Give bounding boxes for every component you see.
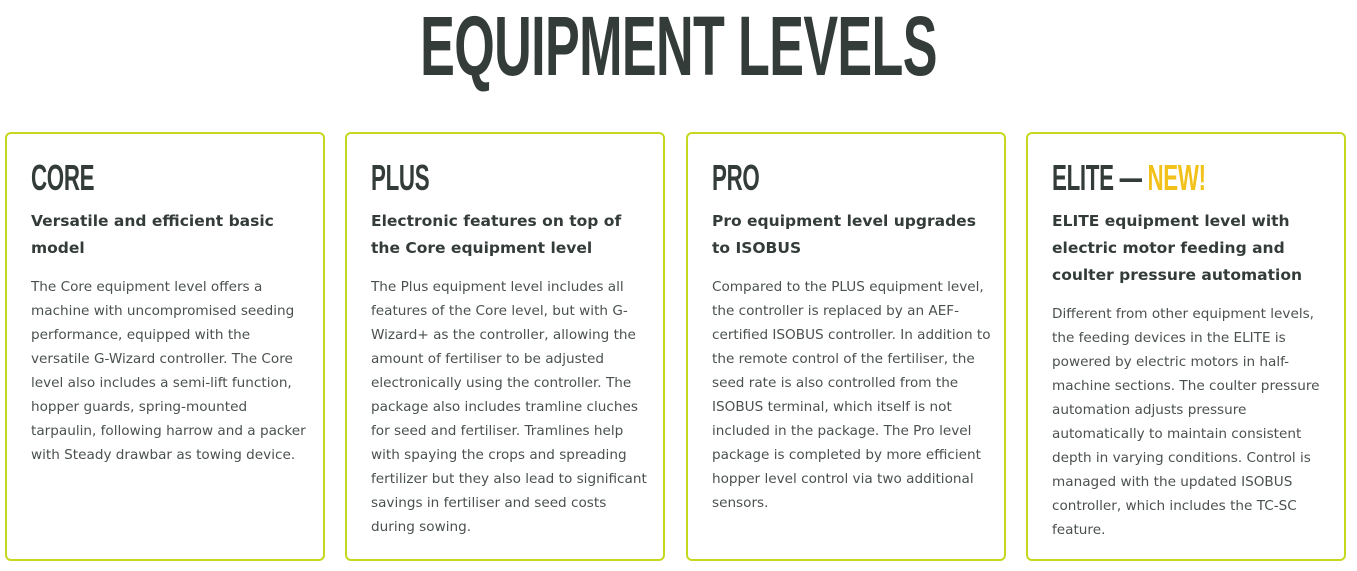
- card-plus: [345, 132, 665, 561]
- card-body: The Core equipment level offers a machine with uncompromised seeding performance, equipped with the versatile G-Wizard controller. The Core level also includes a semi-lift function, hopper guards, spring-mounted tarpaulin, following harrow and a packer with Steady drawbar as towing device.: [31, 279, 306, 463]
- card-core: [5, 132, 325, 561]
- card-subtitle: Versatile and efficient basic model: [31, 212, 274, 257]
- card-elite: [1026, 132, 1346, 561]
- card-title: [1052, 158, 1226, 198]
- card-title: [712, 158, 886, 198]
- card-subtitle: ELITE equipment level with electric motor feeding and coulter pressure automation: [1052, 212, 1303, 284]
- page-title: EQUIPMENT LEVELS: [420, 0, 937, 93]
- card-content: [712, 158, 992, 515]
- card-subtitle: Electronic features on top of the Core equipment level: [371, 212, 622, 257]
- card-content: [371, 158, 651, 539]
- card-title-text: CORE: [31, 157, 95, 198]
- card-body: Compared to the PLUS equipment level, the controller is replaced by an AEF-certified ISOBUS controller. In addition to the remote control of the fertiliser, the seed rate is also controlled from the ISOBUS terminal, which itself is not included in the package. The Pro level package is completed by more efficient hopper level control via two additional sensors.: [712, 279, 991, 511]
- card-title-text: PRO: [712, 157, 760, 198]
- equipment-level-cards: [5, 132, 1351, 565]
- card-body: Different from other equipment levels, the feeding devices in the ELITE is powered by electric motors in half-machine sections. The coulter pressure automation adjusts pressure automatically to maintain consistent depth in varying conditions. Control is managed with the updated ISOBUS controller, which includes the TC-SC feature.: [1052, 306, 1320, 538]
- card-body: The Plus equipment level includes all features of the Core level, but with G-Wizard+ as the controller, allowing the amount of fertiliser to be adjusted electronically using the controller. The package also includes tramline cluches for seed and fertiliser. Tramlines help with spaying the crops and spreading fertilizer but they also lead to significant savings in fertiliser and seed costs during sowing.: [371, 279, 647, 535]
- card-title: [31, 158, 205, 198]
- card-title: [371, 158, 545, 198]
- card-title-text: ELITE —: [1052, 157, 1148, 198]
- card-subtitle: Pro equipment level upgrades to ISOBUS: [712, 212, 976, 257]
- card-pro: [686, 132, 1006, 561]
- card-title-text: PLUS: [371, 157, 430, 198]
- card-content: [31, 158, 311, 467]
- new-badge: NEW!: [1147, 157, 1206, 198]
- card-content: [1052, 158, 1332, 542]
